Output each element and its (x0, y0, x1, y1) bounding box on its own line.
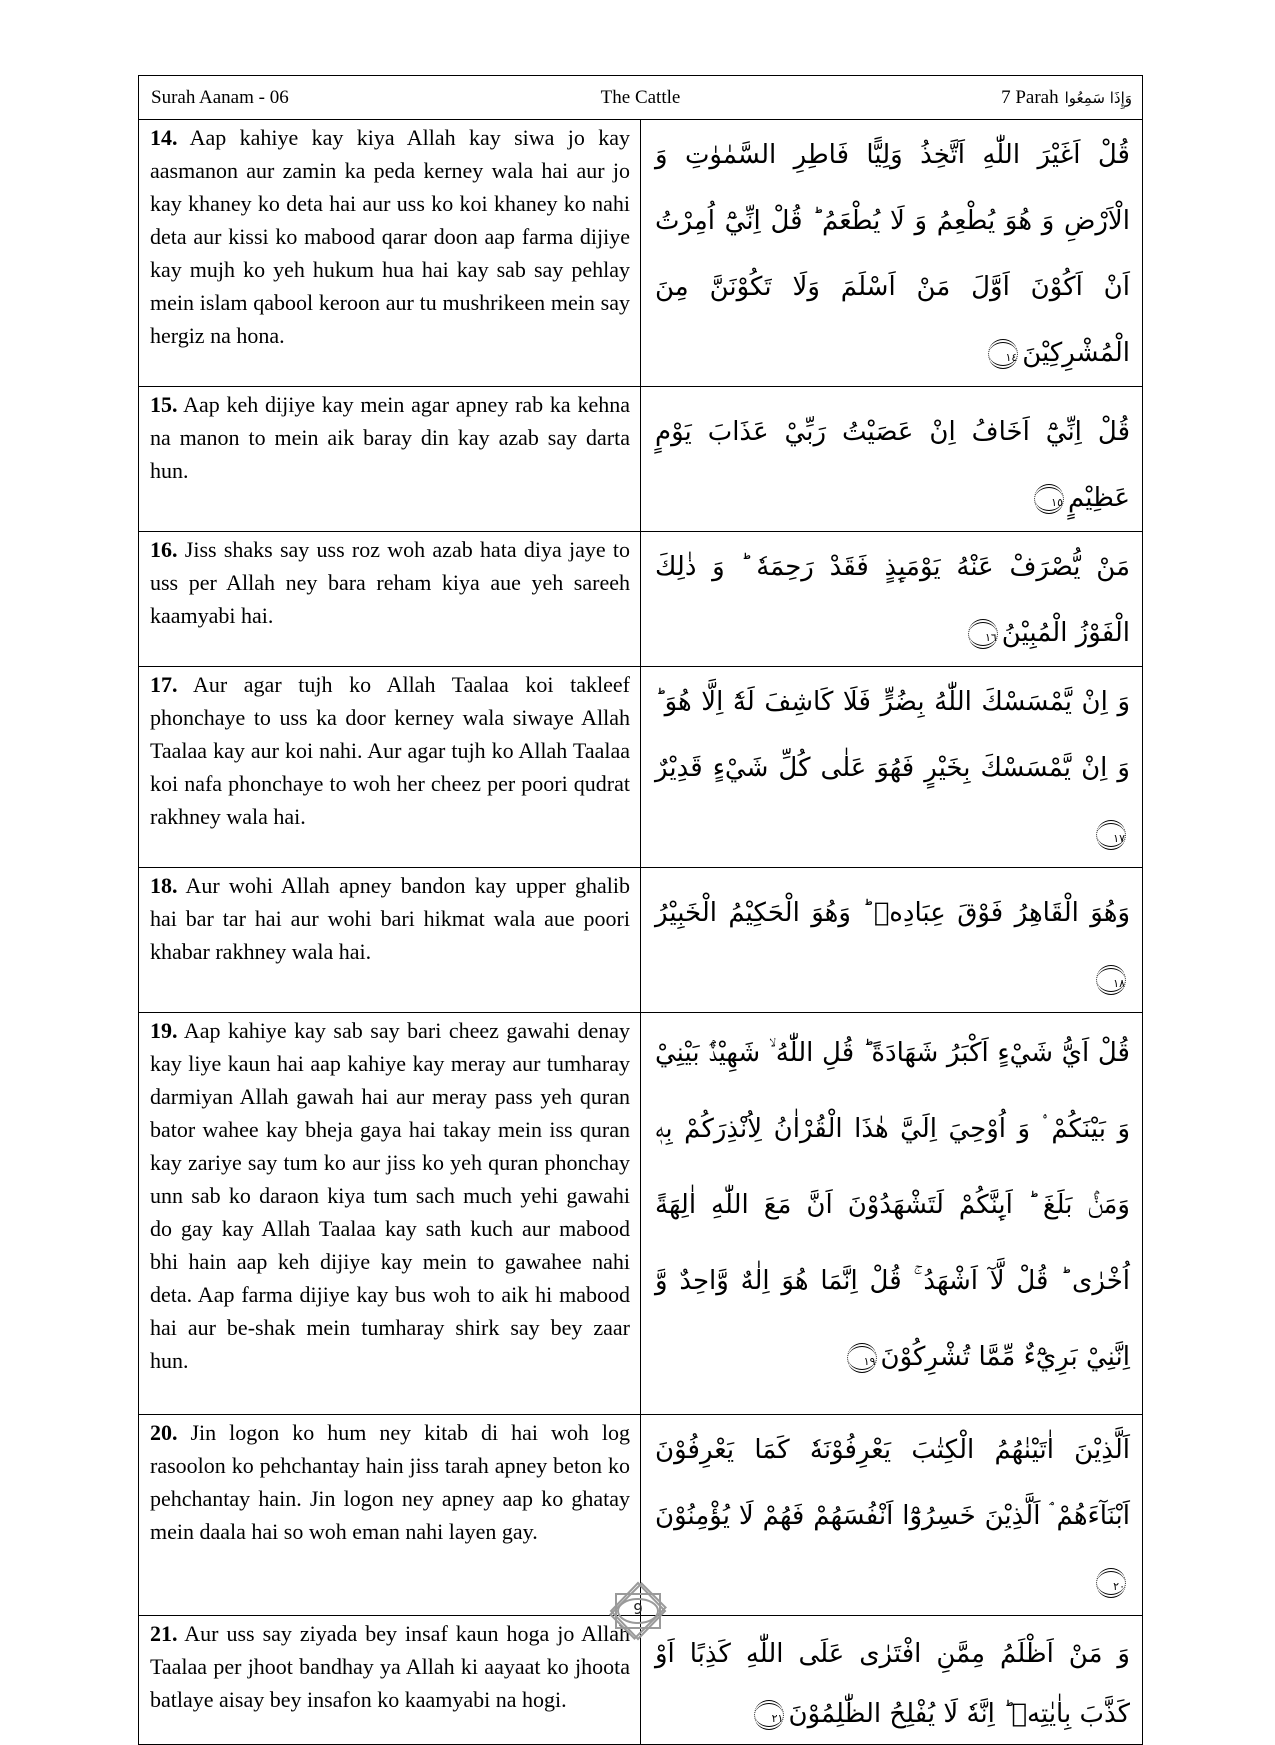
ayah-end-marker-icon: ٢٠ (1096, 1568, 1126, 1598)
ayah-end-marker-icon: ١٧ (1096, 820, 1126, 850)
verse-row (139, 868, 1143, 1013)
verse-translation: Aap kahiye kay kiya Allah kay siwa jo kay aasmanon aur zamin ka peda kerney wala hai aur jo kay khaney ko deta hai aur uss ko koi khaney ko nahi deta aur kissi ko mabood qarar doon aap farma dijiye kay mujh ko yeh hukum hua hai kay sab say pehlay mein islam qabool keroon aur tu mushrikeen mein say hergiz na hona. (150, 125, 630, 348)
arabic-verse: قُلْ اَغَيْرَ اللّٰهِ اَتَّخِذُ وَلِيًّا فَاطِرِ السَّمٰوٰتِ وَ الْاَرْضِ وَ هُوَ يُطْعِمُ وَ لَا يُطْعَمُ ؕ قُلْ اِنِّيْٓ اُمِرْتُ اَنْ اَكُوْنَ اَوَّلَ مَنْ اَسْلَمَ وَلَا تَكُوْنَنَّ مِنَ الْمُشْرِكِيْنَ (655, 140, 1130, 368)
verse-row (139, 667, 1143, 868)
verse-number: 15. (150, 392, 178, 417)
page-header (139, 76, 1143, 120)
verse-number: 19. (150, 1018, 178, 1043)
arabic-cell (641, 667, 1143, 868)
verse-translation: Aur agar tujh ko Allah Taalaa koi takleef phonchaye to uss ka door kerney wala siwaye Allah Taalaa kay aur koi nahi. Aur agar tujh ko Allah Taalaa koi nafa phonchaye to woh her cheez per poori qudrat rakhney wala hai. (150, 672, 630, 829)
verse-row (139, 532, 1143, 667)
verse-translation: Aap keh dijiye kay mein agar apney rab ka kehna na manon to mein aik baray din kay azab say darta hun. (150, 392, 630, 483)
ayah-end-marker-icon: ٢١ (754, 1700, 784, 1730)
arabic-verse: قُلْ اَيُّ شَيْءٍ اَكْبَرُ شَهَادَةً ؕ قُلِ اللّٰهُ ۙ شَهِيْدٌۢ بَيْنِيْ وَ بَيْنَكُمْ ۟ وَ اُوْحِيَ اِلَيَّ هٰذَا الْقُرْاٰنُ لِاُنْذِرَكُمْ بِهٖ وَمَنْۢ بَلَغَ ؕ اَىِٕنَّكُمْ لَتَشْهَدُوْنَ اَنَّ مَعَ اللّٰهِ اٰلِهَةً اُخْرٰى ؕ قُلْ لَّآ اَشْهَدُ ۚ قُلْ اِنَّمَا هُوَ اِلٰهٌ وَّاحِدٌ وَّ اِنَّنِيْ بَرِيْٓءٌ مِّمَّا تُشْرِكُوْنَ (655, 1038, 1130, 1372)
verse-row (139, 120, 1143, 387)
parah-label-group (1001, 87, 1132, 109)
arabic-cell (641, 868, 1143, 1013)
verse-number: 16. (150, 537, 178, 562)
verse-row (139, 387, 1143, 532)
translation-cell (139, 868, 641, 1013)
surah-english-title: The Cattle (600, 86, 681, 108)
page-header-row (139, 76, 1143, 120)
translation-cell (139, 1616, 641, 1745)
arabic-cell (641, 1616, 1143, 1745)
ayah-end-marker-icon: ١٩ (847, 1343, 877, 1373)
arabic-verse: وَهُوَ الْقَاهِرُ فَوْقَ عِبَادِهٖ ؕ وَهُوَ الْحَكِيْمُ الْخَبِيْرُ (655, 898, 1130, 928)
parah-label: 7 Parah (1001, 86, 1059, 108)
surah-name: Surah Aanam - 06 (151, 86, 289, 108)
parah-arabic-name: وَإِذَا سَمِعُوا (1064, 88, 1132, 107)
translation-cell (139, 667, 641, 868)
verse-number: 20. (150, 1420, 178, 1445)
verse-translation: Aur uss say ziyada bey insaf kaun hoga jo Allah Taalaa per jhoot bandhay ya Allah ki aayaat ko jhoota batlaye aisay bey insafon ko kaamyabi na hogi. (150, 1621, 631, 1712)
arabic-cell (641, 387, 1143, 532)
verse-translation: Jiss shaks say uss roz woh azab hata diya jaye to uss per Allah ney bara reham kiya aue yeh sareeh kaamyabi hai. (150, 537, 631, 628)
translation-cell (139, 1415, 641, 1616)
translation-cell (139, 387, 641, 532)
verse-number: 18. (150, 873, 178, 898)
arabic-verse: وَ مَنْ اَظْلَمُ مِمَّنِ افْتَرٰى عَلَى اللّٰهِ كَذِبًا اَوْ كَذَّبَ بِاٰيٰتِهٖ ؕ اِنَّهٗ لَا يُفْلِحُ الظّٰلِمُوْنَ (655, 1639, 1130, 1729)
ayah-end-marker-icon: ١٦ (968, 619, 998, 649)
page-number: 9 (633, 1600, 643, 1618)
translation-table (138, 75, 1143, 1745)
ayah-end-marker-icon: ١٨ (1096, 965, 1126, 995)
arabic-verse: مَنْ يُّصْرَفْ عَنْهُ يَوْمَىِٕذٍ فَقَدْ رَحِمَهٗ ؕ وَ ذٰلِكَ الْفَوْزُ الْمُبِيْنُ (655, 552, 1130, 648)
translation-cell (139, 120, 641, 387)
arabic-verse: اَلَّذِيْنَ اٰتَيْنٰهُمُ الْكِتٰبَ يَعْرِفُوْنَهٗ كَمَا يَعْرِفُوْنَ اَبْنَآءَهُمْ ۘ اَلَّذِيْنَ خَسِرُوْٓا اَنْفُسَهُمْ فَهُمْ لَا يُؤْمِنُوْنَ (655, 1435, 1130, 1531)
page-number-ornament (607, 1580, 669, 1642)
verse-number: 17. (150, 672, 178, 697)
arabic-verse: قُلْ اِنِّيْٓ اَخَافُ اِنْ عَصَيْتُ رَبِّيْ عَذَابَ يَوْمٍ عَظِيْمٍ (655, 417, 1130, 513)
verse-number: 21. (150, 1621, 178, 1646)
translation-cell (139, 532, 641, 667)
verse-translation: Aap kahiye kay sab say bari cheez gawahi denay kay liye kaun hai aap kahiye kay meray aur tumharay darmiyan Allah gawah hai aur meray pass yeh quran bator wahee kay bheja gaya hai takay mein iss quran kay zariye say tum ko aur jiss ko yeh quran phonchay unn sab ko daraon kiya tum sach much yehi gawahi do gay kay Allah Taalaa kay sath kuch aur mabood bhi hain aap keh dijiye kay mein to gawahee nahi deta. Aap farma dijiye kay bus woh to aik hi mabood hai aur be-shak mein tumharay shirk say bey zaar hun. (150, 1018, 630, 1373)
arabic-cell (641, 532, 1143, 667)
ayah-end-marker-icon: ١٤ (988, 339, 1018, 369)
verse-translation: Aur wohi Allah apney bandon kay upper ghalib hai bar tar hai aur wohi bari hikmat wala aue poori khabar rakhney wala hai. (150, 873, 630, 964)
arabic-cell (641, 1013, 1143, 1415)
translation-cell (139, 1013, 641, 1415)
verse-row (139, 1013, 1143, 1415)
verse-number: 14. (150, 125, 178, 150)
arabic-verse: وَ اِنْ يَّمْسَسْكَ اللّٰهُ بِضُرٍّ فَلَا كَاشِفَ لَهٗٓ اِلَّا هُوَ ؕ وَ اِنْ يَّمْسَسْكَ بِخَيْرٍ فَهُوَ عَلٰى كُلِّ شَيْءٍ قَدِيْرٌ (655, 687, 1130, 783)
ayah-end-marker-icon: ١٥ (1034, 484, 1064, 514)
verse-translation: Jin logon ko hum ney kitab di hai woh log rasoolon ko pehchantay hain jiss tarah apney beton ko pehchantay hain. Jin logon ney apney aap ko ghatay mein daala hai so woh eman nahi layen gay. (150, 1420, 630, 1544)
arabic-cell (641, 120, 1143, 387)
arabic-cell (641, 1415, 1143, 1616)
